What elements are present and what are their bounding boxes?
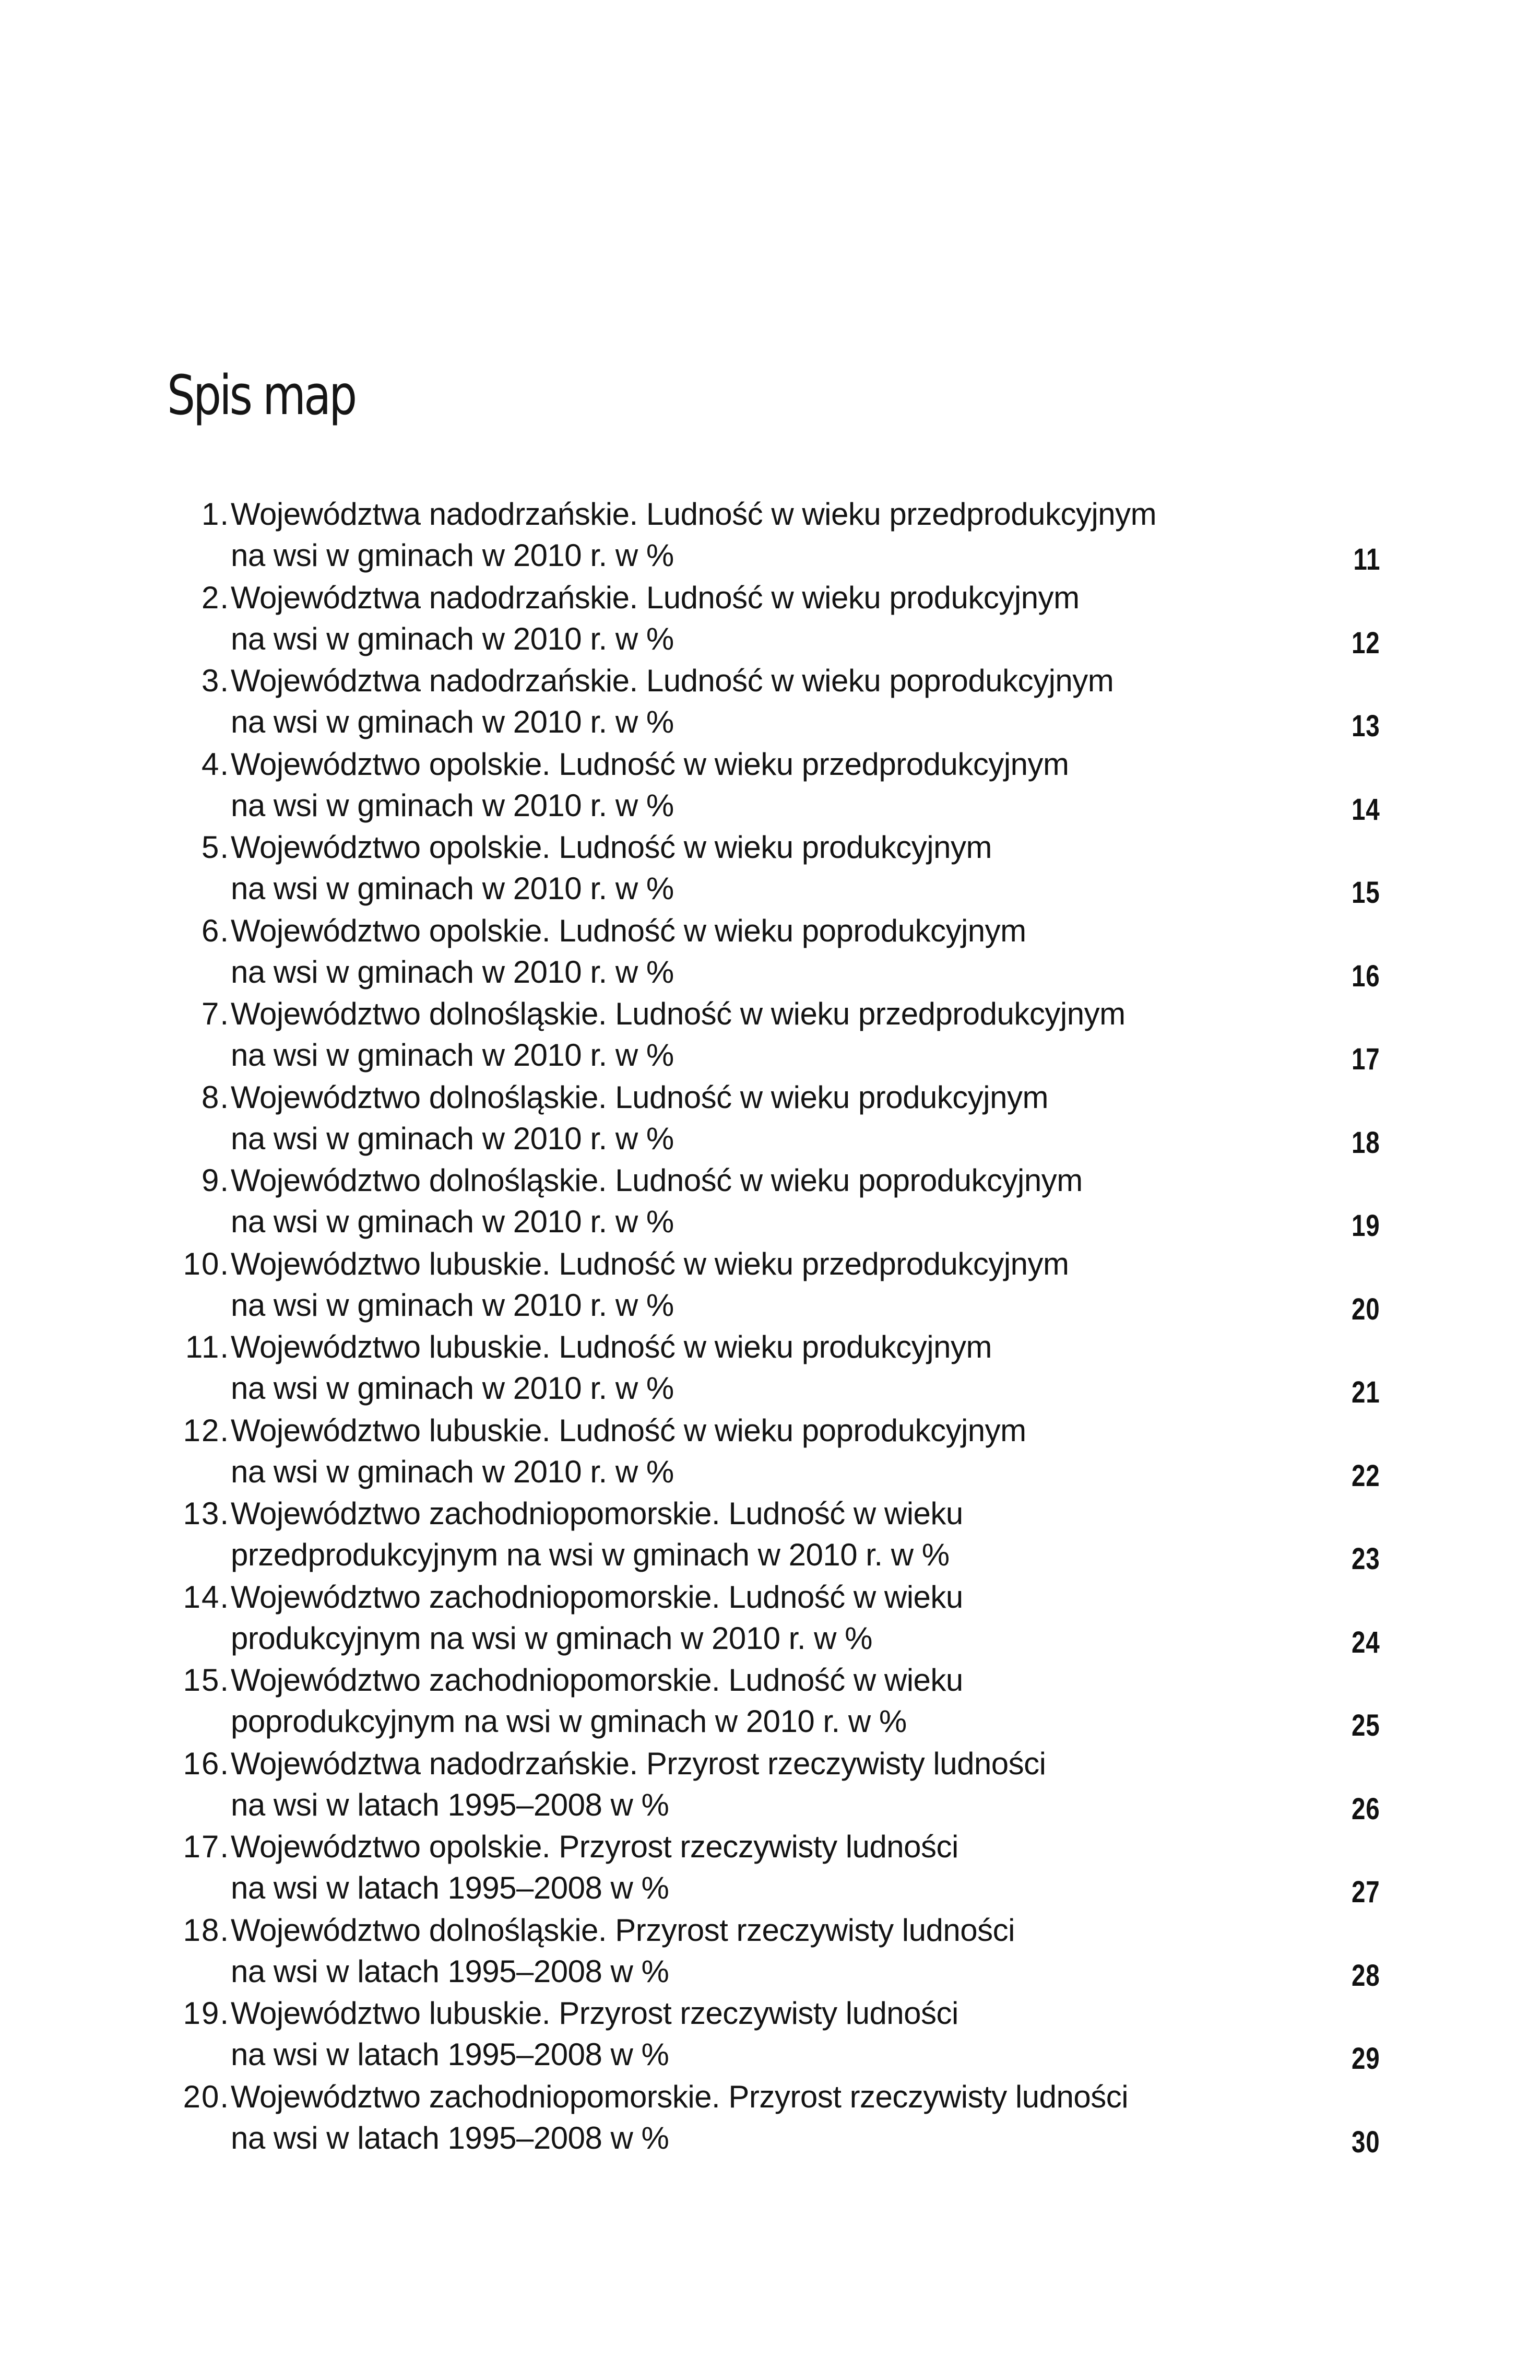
entry-title-line-1: Województwo lubuskie. Ludność w wieku produkcyjnym [231, 1329, 992, 1364]
map-list-entry [157, 1326, 1399, 1410]
entry-page-number: 20 [1352, 1292, 1380, 1326]
entry-page-number: 18 [1352, 1125, 1380, 1160]
entry-title-line-2: na wsi w gminach w 2010 r. w % [231, 1038, 674, 1073]
entry-title-line-2: na wsi w gminach w 2010 r. w % [231, 1204, 674, 1239]
entry-title [231, 1993, 1301, 2075]
entry-title-line-1: Województwo zachodniopomorskie. Ludność w wieku [231, 1496, 963, 1531]
entry-title-line-2: na wsi w latach 1995–2008 w % [231, 1953, 669, 1989]
entry-title-line-2: na wsi w latach 1995–2008 w % [231, 1787, 669, 1822]
map-list-entry [157, 1910, 1399, 1993]
entry-number: 11. [185, 1329, 230, 1364]
entry-title-line-2: na wsi w latach 1995–2008 w % [231, 1870, 669, 1905]
entry-page-number: 23 [1352, 1542, 1380, 1576]
entry-page-number: 21 [1352, 1375, 1380, 1409]
entry-number: 6. [201, 913, 230, 948]
entry-page-number: 16 [1352, 959, 1380, 993]
map-list-entry [157, 2076, 1399, 2160]
entry-title-line-1: Województwo lubuskie. Przyrost rzeczywisty ludności [231, 1996, 958, 2031]
entry-title-line-2: na wsi w gminach w 2010 r. w % [231, 1371, 674, 1406]
entry-title-line-1: Województwo lubuskie. Ludność w wieku poprodukcyjnym [231, 1412, 1026, 1448]
entry-title [231, 1243, 1301, 1326]
entry-title-line-1: Województwo opolskie. Ludność w wieku przedprodukcyjnym [231, 746, 1069, 782]
entry-title-line-1: Województwa nadodrzańskie. Ludność w wieku produkcyjnym [231, 580, 1080, 615]
entry-title-line-2: na wsi w gminach w 2010 r. w % [231, 871, 674, 906]
entry-page-number: 29 [1352, 2042, 1380, 2076]
entry-title [231, 1493, 1301, 1575]
entry-title-line-2: produkcyjnym na wsi w gminach w 2010 r. w % [231, 1620, 873, 1656]
entry-title [231, 577, 1301, 659]
entry-number: 9. [201, 1163, 230, 1198]
map-list-entry [157, 1743, 1399, 1827]
entry-title [231, 910, 1301, 993]
entry-page-number: 30 [1352, 2125, 1380, 2159]
entry-number: 17. [183, 1829, 230, 1864]
entry-title-line-1: Województwo zachodniopomorskie. Przyrost rzeczywisty ludności [231, 2079, 1129, 2114]
entry-title [231, 1659, 1301, 1742]
entry-number: 5. [201, 830, 230, 865]
entry-title-line-2: na wsi w latach 1995–2008 w % [231, 2120, 669, 2155]
map-list-entry [157, 1576, 1399, 1660]
entry-page-number: 14 [1352, 792, 1380, 827]
entry-title-line-1: Województwo dolnośląskie. Ludność w wieku produkcyjnym [231, 1079, 1048, 1115]
map-list-entry [157, 1077, 1399, 1160]
entry-page-number: 15 [1352, 876, 1380, 910]
entry-title-line-2: na wsi w latach 1995–2008 w % [231, 2037, 669, 2072]
map-list-entry [157, 1659, 1399, 1743]
entry-title-line-1: Województwo dolnośląskie. Ludność w wieku przedprodukcyjnym [231, 996, 1126, 1031]
entry-title-line-2: przedprodukcyjnym na wsi w gminach w 2010 r. w % [231, 1537, 950, 1572]
entry-title [231, 493, 1301, 576]
entry-title-line-2: na wsi w gminach w 2010 r. w % [231, 1121, 674, 1156]
entry-title [231, 1160, 1301, 1242]
entry-title-line-1: Województwo dolnośląskie. Przyrost rzeczywisty ludności [231, 1912, 1015, 1948]
entry-page-number: 12 [1352, 626, 1380, 660]
entry-number: 15. [183, 1663, 230, 1698]
map-list-entry [157, 1993, 1399, 2076]
entry-title [231, 1826, 1301, 1908]
entry-title-line-1: Województwo opolskie. Przyrost rzeczywisty ludności [231, 1829, 958, 1864]
entry-title [231, 744, 1301, 826]
entry-title [231, 827, 1301, 909]
entry-number: 7. [201, 996, 230, 1031]
map-list-entry [157, 744, 1399, 827]
entry-number: 13. [183, 1496, 230, 1531]
map-list-entry [157, 910, 1399, 994]
map-list-entry [157, 1826, 1399, 1910]
entry-number: 16. [183, 1746, 230, 1781]
entry-title-line-1: Województwa nadodrzańskie. Ludność w wieku poprodukcyjnym [231, 663, 1114, 698]
entry-title-line-1: Województwa nadodrzańskie. Ludność w wieku przedprodukcyjnym [231, 497, 1157, 532]
entry-title [231, 1743, 1301, 1825]
entry-number: 8. [201, 1079, 230, 1115]
entry-page-number: 24 [1352, 1625, 1380, 1659]
entry-title [231, 1910, 1301, 1992]
entry-title-line-1: Województwo opolskie. Ludność w wieku produkcyjnym [231, 830, 992, 865]
entry-title-line-2: na wsi w gminach w 2010 r. w % [231, 704, 674, 739]
entry-page-number: 17 [1352, 1042, 1380, 1076]
entry-number: 4. [201, 746, 230, 782]
entry-page-number: 27 [1352, 1875, 1380, 1909]
map-list-entry [157, 993, 1399, 1077]
entry-title-line-1: Województwa nadodrzańskie. Przyrost rzeczywisty ludności [231, 1746, 1046, 1781]
entry-title-line-2: na wsi w gminach w 2010 r. w % [231, 538, 674, 573]
entry-title-line-2: na wsi w gminach w 2010 r. w % [231, 954, 674, 989]
page-title: Spis map [167, 363, 356, 427]
entry-page-number: 22 [1352, 1458, 1380, 1493]
entry-title-line-1: Województwo zachodniopomorskie. Ludność w wieku [231, 1663, 963, 1698]
map-list-entry [157, 493, 1399, 577]
map-list [157, 493, 1399, 2159]
entry-page-number: 28 [1352, 1958, 1380, 1993]
entry-title [231, 1077, 1301, 1159]
entry-number: 14. [183, 1579, 230, 1615]
entry-title [231, 1410, 1301, 1492]
entry-title [231, 1576, 1301, 1659]
map-list-entry [157, 660, 1399, 744]
map-list-entry [157, 1410, 1399, 1493]
map-list-entry [157, 1243, 1399, 1327]
entry-title [231, 660, 1301, 743]
entry-title-line-1: Województwo lubuskie. Ludność w wieku przedprodukcyjnym [231, 1246, 1069, 1281]
entry-title [231, 993, 1301, 1076]
entry-number: 12. [183, 1412, 230, 1448]
entry-number: 10. [183, 1246, 230, 1281]
entry-page-number: 25 [1352, 1709, 1380, 1742]
entry-number: 18. [183, 1912, 230, 1948]
entry-title-line-2: na wsi w gminach w 2010 r. w % [231, 787, 674, 823]
entry-title-line-1: Województwo dolnośląskie. Ludność w wieku poprodukcyjnym [231, 1163, 1083, 1198]
entry-title-line-2: na wsi w gminach w 2010 r. w % [231, 1287, 674, 1323]
entry-number: 1. [201, 497, 230, 532]
entry-number: 19. [183, 1996, 230, 2031]
entry-number: 2. [201, 580, 230, 615]
map-list-entry [157, 827, 1399, 910]
map-list-entry [157, 577, 1399, 661]
entry-title [231, 2076, 1301, 2159]
entry-page-number: 19 [1352, 1209, 1380, 1243]
entry-page-number: 26 [1352, 1792, 1380, 1826]
entry-title [231, 1326, 1301, 1409]
entry-title-line-1: Województwo zachodniopomorskie. Ludność w wieku [231, 1579, 963, 1615]
entry-title-line-2: na wsi w gminach w 2010 r. w % [231, 621, 674, 656]
entry-title-line-1: Województwo opolskie. Ludność w wieku poprodukcyjnym [231, 913, 1026, 948]
entry-page-number: 13 [1352, 709, 1380, 743]
entry-title-line-2: poprodukcyjnym na wsi w gminach w 2010 r. w % [231, 1704, 907, 1739]
entry-number: 3. [201, 663, 230, 698]
map-list-entry [157, 1493, 1399, 1576]
map-list-entry [157, 1160, 1399, 1243]
entry-number: 20. [183, 2079, 230, 2114]
entry-title-line-2: na wsi w gminach w 2010 r. w % [231, 1454, 674, 1489]
entry-page-number: 11 [1353, 543, 1380, 576]
